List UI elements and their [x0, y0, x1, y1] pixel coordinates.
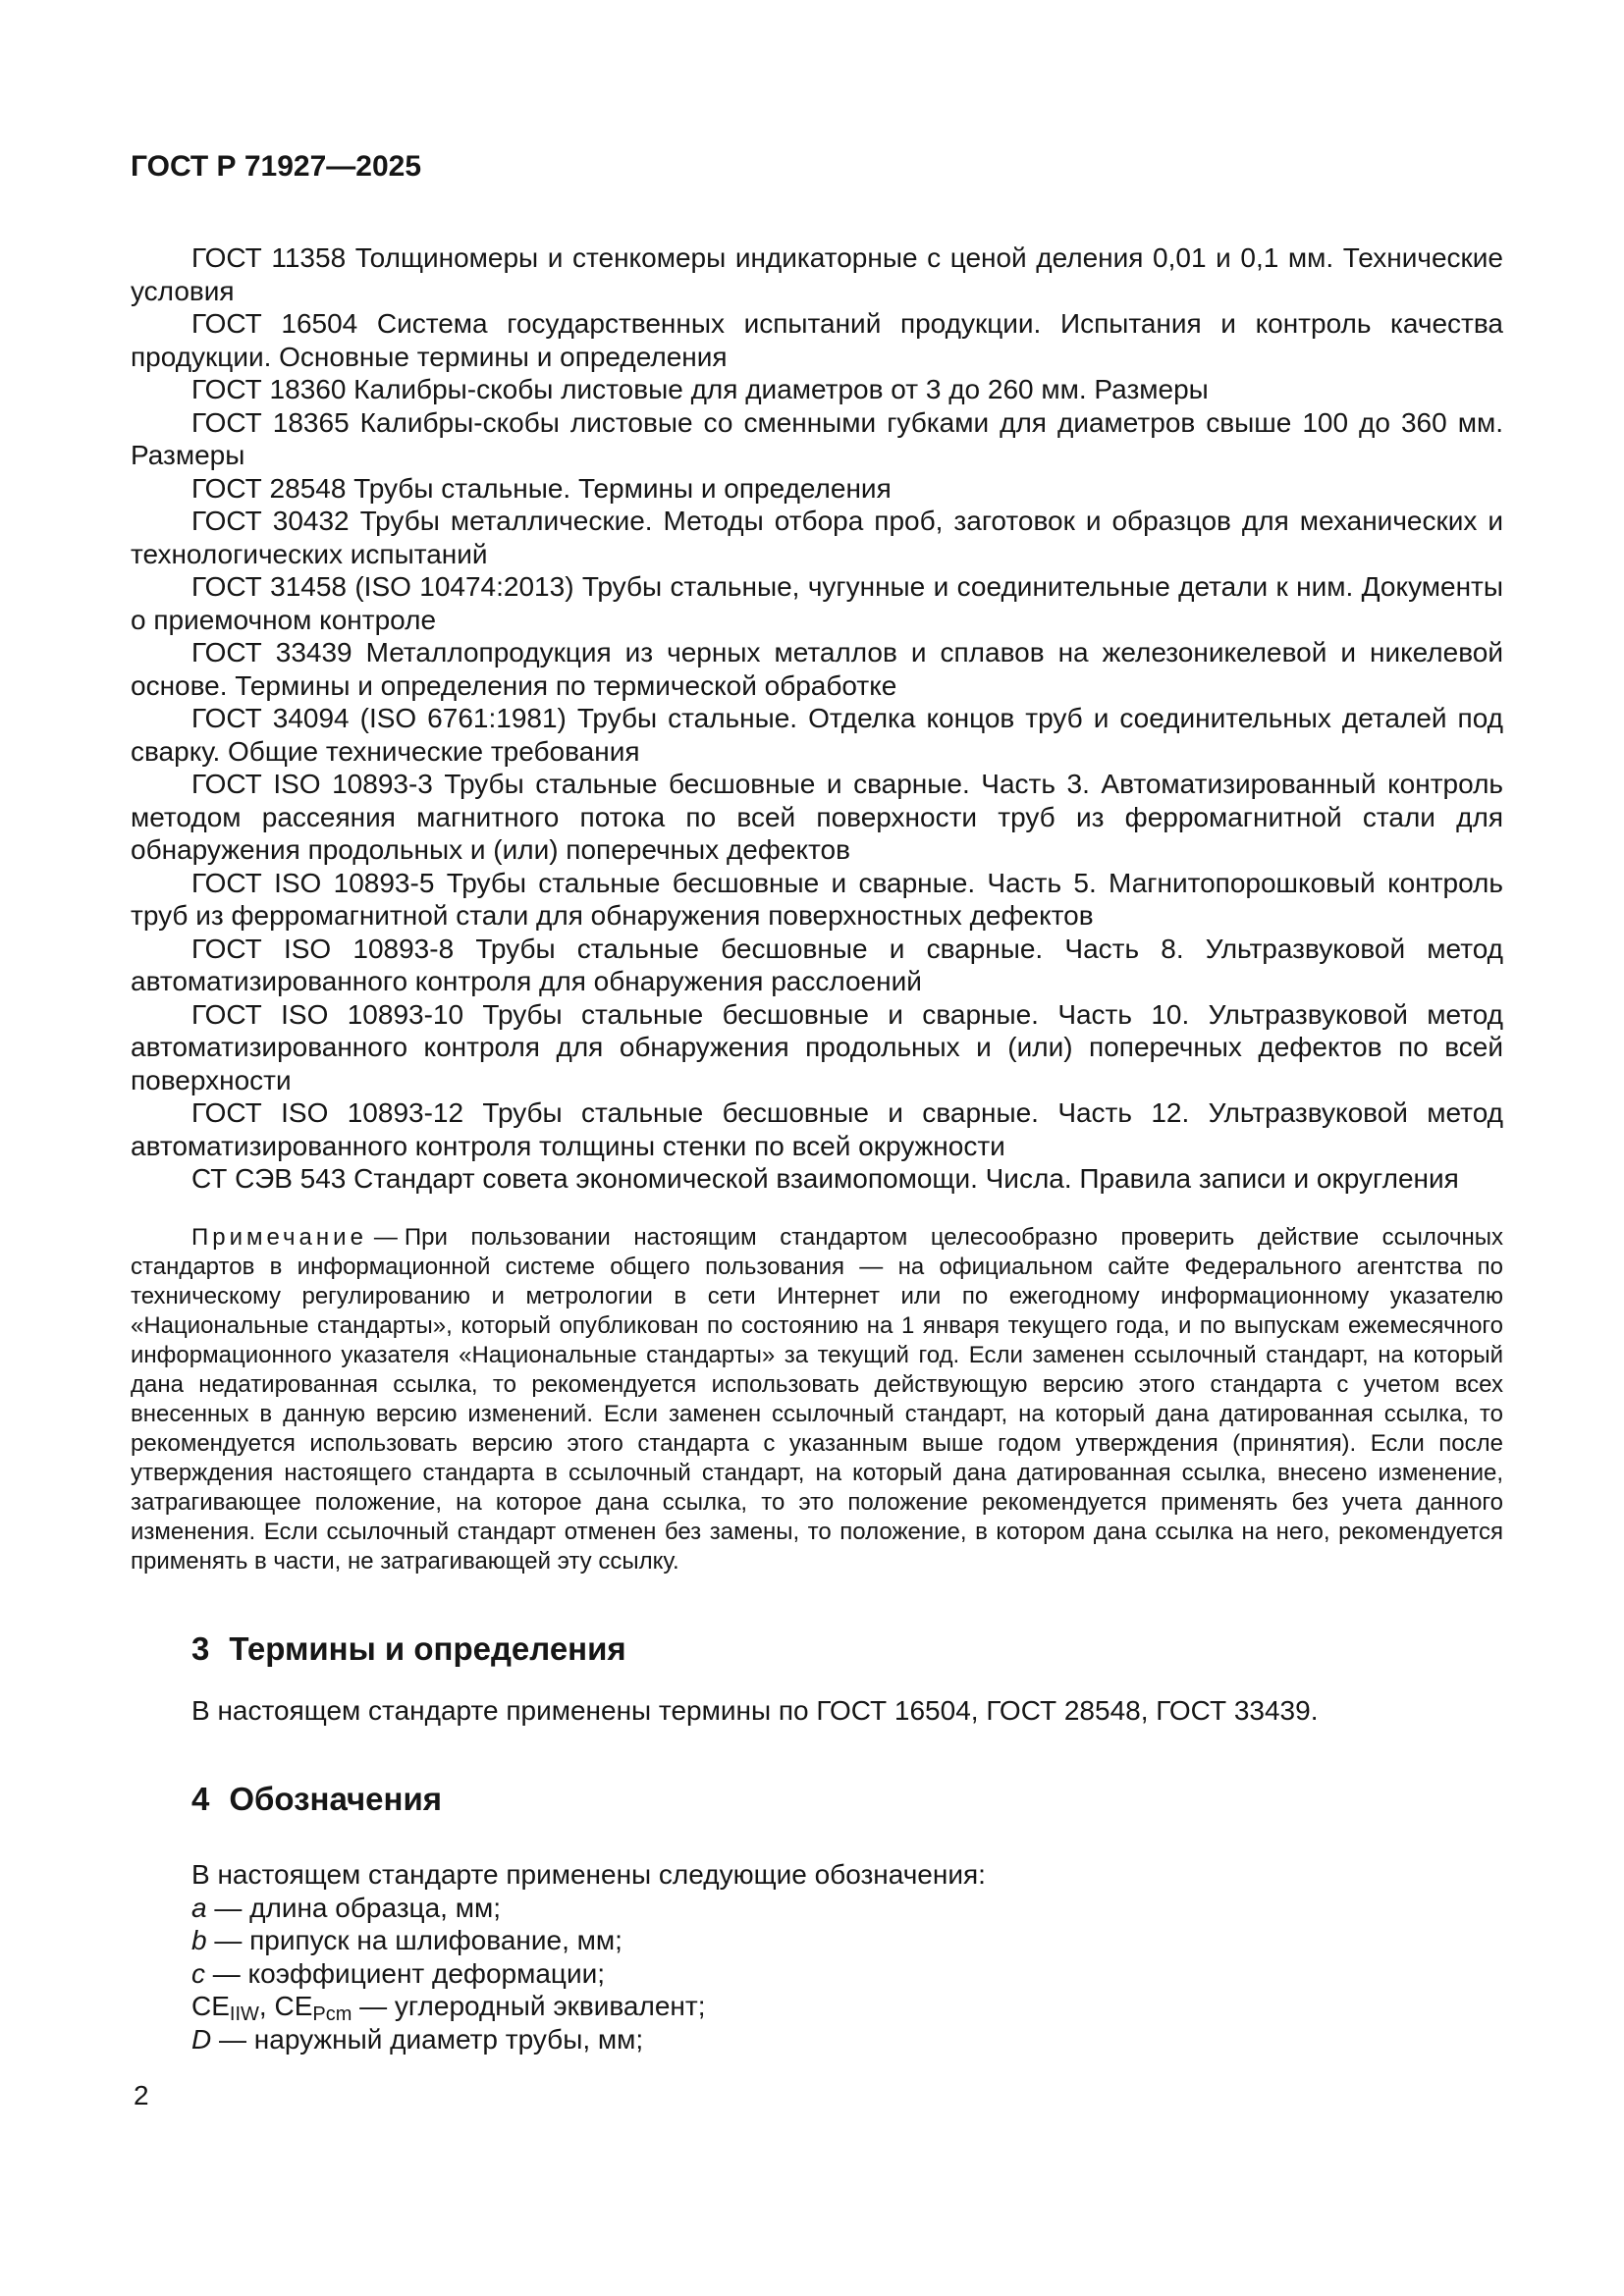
section-4-intro: В настоящем стандарте применены следующие обозначения: — [191, 1859, 986, 1890]
reference-item: ГОСТ 18360 Калибры-скобы листовые для диаметров от 3 до 260 мм. Размеры — [191, 374, 1209, 404]
reference-item: ГОСТ ISO 10893-3 Трубы стальные бесшовные и сварные. Часть 3. Автоматизированный контроль методом рассеяния магнитного потока по всей поверхности труб из ферромагнитной стали для обнаружения продольных и (или) поперечных дефектов — [131, 769, 1503, 865]
reference-item: ГОСТ ISO 10893-12 Трубы стальные бесшовные и сварные. Часть 12. Ультразвуковой метод автоматизированного контроля толщины стенки по всей окружности — [131, 1097, 1503, 1161]
note-dash: — — [373, 1223, 398, 1251]
reference-item: ГОСТ 33439 Металлопродукция из черных металлов и сплавов на железоникелевой и никелевой основе. Термины и определения по термической обработке — [131, 637, 1503, 701]
designation-item: c — коэффициент деформации; — [191, 1957, 606, 1989]
reference-item: ГОСТ 31458 (ISO 10474:2013) Трубы стальные, чугунные и соединительные детали к ним. Документы о приемочном контроле — [131, 571, 1503, 635]
designation-item: b — припуск на шлифование, мм; — [191, 1925, 623, 1955]
references-list — [131, 241, 1503, 1196]
designation-item: $CE_{IIW}$, $CE_{Pcm}$ — углеродный эквивалент; — [191, 1991, 706, 2025]
reference-item: СТ СЭВ 543 Стандарт совета экономической взаимопомощи. Числа. Правила записи и округления — [191, 1163, 1459, 1194]
note-paragraph — [131, 1223, 1503, 1576]
designations-list — [131, 1892, 1503, 2056]
section-3-title: Термины и определения — [229, 1629, 626, 1667]
designation-item: a — длина образца, мм; — [191, 1892, 501, 1923]
reference-item: ГОСТ 11358 Толщиномеры и стенкомеры индикаторные с ценой деления 0,01 и 0,1 мм. Технические условия — [131, 242, 1503, 306]
note-label: Примечание — [191, 1223, 367, 1251]
section-3-body: В настоящем стандарте применены термины по ГОСТ 16504, ГОСТ 28548, ГОСТ 33439. — [191, 1694, 1319, 1726]
reference-item: ГОСТ ISO 10893-5 Трубы стальные бесшовные и сварные. Часть 5. Магнитопорошковый контроль труб из ферромагнитной стали для обнаружения поверхностных дефектов — [131, 867, 1503, 931]
doc-code-header: ГОСТ Р 71927—2025 — [131, 150, 422, 183]
designation-item: D — наружный диаметр трубы, мм; — [191, 2023, 644, 2055]
section-4-heading — [191, 1780, 1503, 1819]
reference-item: ГОСТ 18365 Калибры-скобы листовые со сменными губками для диаметров свыше 100 до 360 мм. Размеры — [131, 406, 1503, 470]
page-number: 2 — [134, 2080, 149, 2110]
reference-item: ГОСТ ISO 10893-10 Трубы стальные бесшовные и сварные. Часть 10. Ультразвуковой метод автоматизированного контроля для обнаружения продольных и (или) поперечных дефектов по всей поверхности — [131, 998, 1503, 1095]
reference-item: ГОСТ 34094 (ISO 6761:1981) Трубы стальные. Отделка концов труб и соединительных деталей под сварку. Общие технические требования — [131, 703, 1503, 767]
reference-item: ГОСТ 28548 Трубы стальные. Термины и определения — [191, 472, 892, 504]
section-3-heading — [191, 1629, 1503, 1669]
note-text: При пользовании настоящим стандартом целесообразно проверить действие ссылочных стандартов в информационной системе общего пользования — на официальном сайте Федерального агентства по техническому регулированию и метрологии в сети Интернет или по ежегодному информационному указателю «Национальные стандарты», который опубликован по состоянию на 1 января текущего года, и по выпускам ежемесячного информационного указателя «Национальные стандарты» за текущий год. Если заменен ссылочный стандарт, на который дана недатированная ссылка, то рекомендуется использовать действующую версию этого стандарта с учетом всех внесенных в данную версию изменений. Если заменен ссылочный стандарт, на который дана датированная ссылка, то рекомендуется использовать версию этого стандарта с указанным выше годом утверждения (принятия). Если после утверждения настоящего стандарта в ссылочный стандарт, на который дана датированная ссылка, внесено изменение, затрагивающее положение, на которое дана ссылка, то это положение рекомендуется применять без учета данного изменения. Если ссылочный стандарт отменен без замены, то положение, в котором дана ссылка на него, рекомендуется применять в части, не затрагивающей эту ссылку. — [131, 1223, 1503, 1575]
section-3-number: 3 — [191, 1629, 210, 1667]
section-4-title: Обозначения — [229, 1781, 442, 1817]
reference-item: ГОСТ 16504 Система государственных испытаний продукции. Испытания и контроль качества продукции. Основные термины и определения — [131, 308, 1503, 372]
section-4-number: 4 — [191, 1781, 210, 1817]
reference-item: ГОСТ ISO 10893-8 Трубы стальные бесшовные и сварные. Часть 8. Ультразвуковой метод автоматизированного контроля для обнаружения расслоений — [131, 933, 1503, 996]
reference-item: ГОСТ 30432 Трубы металлические. Методы отбора проб, заготовок и образцов для механических и технологических испытаний — [131, 506, 1503, 569]
